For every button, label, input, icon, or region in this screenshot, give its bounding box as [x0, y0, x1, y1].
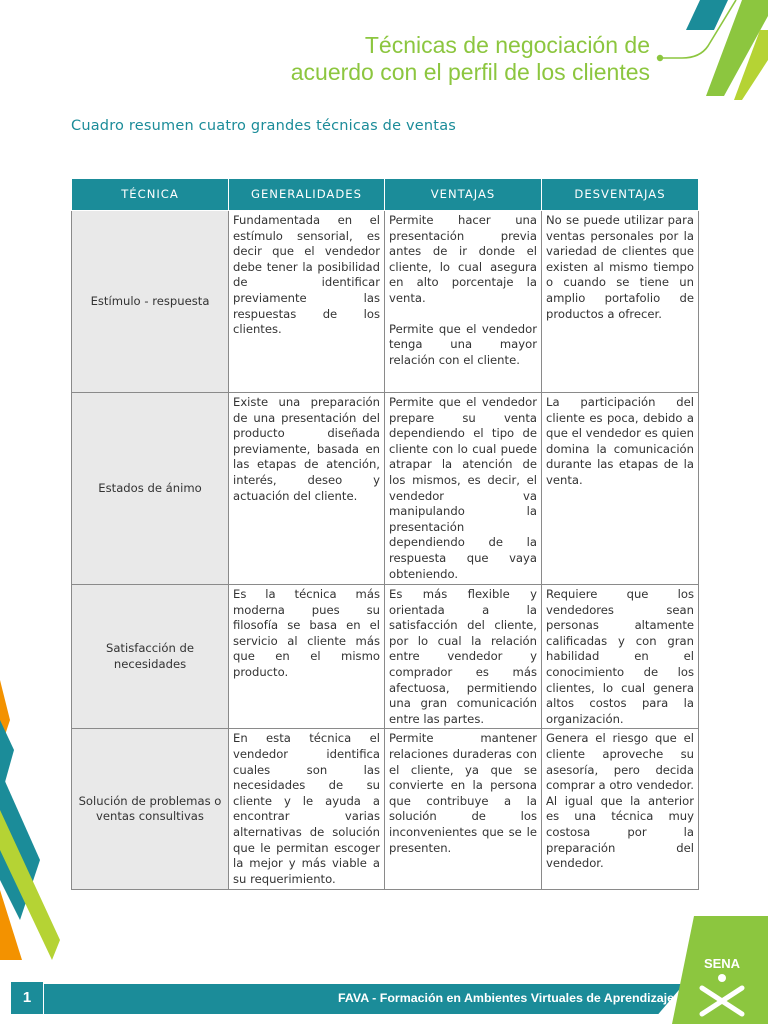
- cell-tecnica: Estímulo - respuesta: [72, 211, 229, 393]
- sena-logo-text: SENA: [703, 956, 741, 971]
- cell-ventajas: [385, 211, 542, 393]
- table-row: [72, 211, 699, 393]
- cell-ventajas: Permite que el vendedor prepare su venta dependiendo el tipo de cliente con lo cual puede atrapar la atención de los mismos, es decir, el vendedor va manipulando la presentación dependiendo de la respuesta que vaya obteniendo.: [385, 393, 542, 585]
- cell-tecnica: Solución de problemas o ventas consultivas: [72, 729, 229, 890]
- table-header-row: [72, 179, 699, 211]
- page-number: 1: [11, 982, 43, 1014]
- ventaja-paragraph: Permite que el vendedor tenga una mayor relación con el cliente.: [389, 321, 537, 367]
- cell-desventajas: No se puede utilizar para ventas personales por la variedad de clientes que existen al mismo tiempo o cuando se tiene un amplio portafolio de productos a ofrecer.: [542, 211, 699, 393]
- table-row: [72, 729, 699, 890]
- title-line-1: Técnicas de negociación de: [364, 32, 650, 58]
- header-desventajas: DESVENTAJAS: [542, 179, 699, 211]
- cell-tecnica: Satisfacción de necesidades: [72, 585, 229, 729]
- techniques-summary-table: [71, 178, 699, 890]
- cell-generalidades: Fundamentada en el estímulo sensorial, es decir que el vendedor debe tener la posibilidad de identificar previamente las respuestas de los clientes.: [229, 211, 385, 393]
- header-generalidades: GENERALIDADES: [229, 179, 385, 211]
- title-line-2: acuerdo con el perfil de los clientes: [290, 59, 650, 85]
- footer-text: FAVA - Formación en Ambientes Virtuales de Aprendizaje: [338, 991, 674, 1005]
- cell-generalidades: En esta técnica el vendedor identifica cuales son las necesidades de su cliente y le ayuda a encontrar varias alternativas de solución que le permitan escoger la mejor y más viable a su requerimiento.: [229, 729, 385, 890]
- document-title: [230, 32, 650, 86]
- cell-ventajas: Permite mantener relaciones duraderas con el cliente, ya que se convierte en la persona que contribuye a la solución de los inconvenientes que se le presenten.: [385, 729, 542, 890]
- table-row: [72, 585, 699, 729]
- table-row: [72, 393, 699, 585]
- sena-logo: [672, 916, 768, 1024]
- cell-desventajas: La participación del cliente es poca, debido a que el vendedor es quien domina la comunicación durante las etapas de la venta.: [542, 393, 699, 585]
- cell-generalidades: Es la técnica más moderna pues su filosofía se basa en el servicio al cliente más que en el mismo producto.: [229, 585, 385, 729]
- header-tecnica: TÉCNICA: [72, 179, 229, 211]
- ventaja-paragraph: Permite hacer una presentación previa antes de ir donde el cliente, lo cual asegura en alto porcentaje la venta.: [389, 213, 537, 305]
- section-title: Cuadro resumen cuatro grandes técnicas de ventas: [71, 118, 457, 134]
- header-ventajas: VENTAJAS: [385, 179, 542, 211]
- cell-desventajas: Genera el riesgo que el cliente aproveche su asesoría, pero decida comprar a otro vendedor. Al igual que la anterior es una técnica muy costosa por la preparación del vendedor.: [542, 729, 699, 890]
- cell-generalidades: Existe una preparación de una presentación del producto diseñada previamente, basada en las etapas de atención, interés, deseo y actuación del cliente.: [229, 393, 385, 585]
- cell-ventajas: Es más flexible y orientada a la satisfacción del cliente, por lo cual la relación entre vendedor y comprador es más afectuosa, permitiendo una gran comunicación entre las partes.: [385, 585, 542, 729]
- cell-tecnica: Estados de ánimo: [72, 393, 229, 585]
- left-edge-decoration: [0, 660, 80, 960]
- cell-desventajas: Requiere que los vendedores sean personas altamente calificadas y con gran habilidad en el conocimiento de los clientes, lo cual genera altos costos para la organización.: [542, 585, 699, 729]
- title-connector-line: [652, 0, 768, 90]
